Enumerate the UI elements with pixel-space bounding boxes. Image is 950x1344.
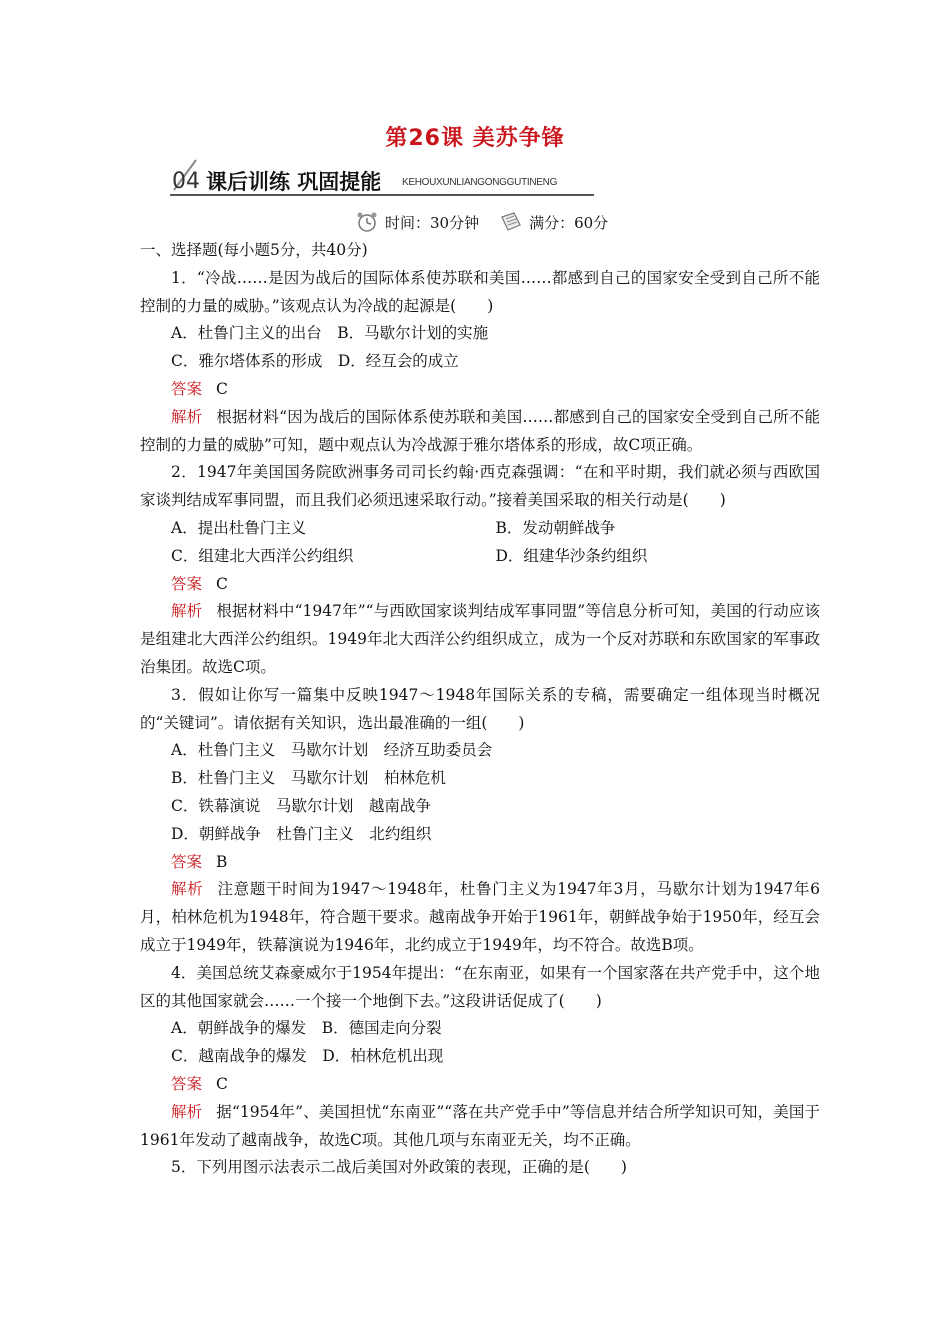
option-c: C．组建北大西洋公约组织 <box>171 546 354 565</box>
question-1-options-cd: C．雅尔塔体系的形成 D．经互会的成立 <box>171 352 459 371</box>
question-2-analysis <box>140 598 820 681</box>
analysis-text: 根据材料“因为战后的国际体系使苏联和美国……都感到自己的国家安全受到自己所不能控制的力量的威胁”可知，题中观点认为冷战源于雅尔塔体系的形成，故C项正确。 <box>140 407 820 454</box>
question-2-stem: 2．1947年美国国务院欧洲事务司司长约翰·西克森强调：“在和平时期，我们就必须与西欧国家谈判结成军事同盟，而且我们必须迅速采取行动。”接着美国采取的相关行动是( ) <box>140 463 820 510</box>
time-limit: 时间：30分钟 <box>385 213 480 232</box>
banner-underline <box>170 194 594 196</box>
paper-icon <box>499 211 523 233</box>
analysis-text: 根据材料中“1947年”“与西欧国家谈判结成军事同盟”等信息分析可知，美国的行动应该是组建北大西洋公约组织。1949年北大西洋公约组织成立，成为一个反对苏联和东欧国家的军事政治集团。故选C项。 <box>140 602 820 676</box>
section-heading: 一、选择题(每小题5分，共40分) <box>140 241 368 259</box>
lesson-title: 第26课 美苏争锋 <box>385 126 565 151</box>
answer-label: 答案 <box>171 379 203 398</box>
banner-heading: 课后训练 巩固提能 <box>206 170 382 194</box>
question-5-stem: 5．下列用图示法表示二战后美国对外政策的表现，正确的是( ) <box>171 1158 627 1177</box>
analysis-label: 解析 <box>171 1102 203 1121</box>
option-b: B．发动朝鲜战争 <box>495 518 616 537</box>
question-1-answer <box>140 376 820 404</box>
question-2-options-row1 <box>140 515 820 543</box>
question-3-option-c: C．铁幕演说 马歇尔计划 越南战争 <box>171 796 431 815</box>
analysis-text: 注意题干时间为1947～1948年，杜鲁门主义为1947年3月，马歇尔计划为1947年6月，柏林危机为1948年，符合题干要求。越南战争开始于1961年，朝鲜战争始于1950年，经互会成立于1949年，铁幕演说为1946年，北约成立于1949年，均不符合。故选B项。 <box>140 880 820 954</box>
question-4-stem: 4．美国总统艾森豪威尔于1954年提出：“在东南亚，如果有一个国家落在共产党手中，这个地区的其他国家就会……一个接一个地倒下去。”这段讲话促成了( ) <box>140 963 820 1010</box>
question-1-stem: 1．“冷战……是因为战后的国际体系使苏联和美国……都感到自己的国家安全受到自己所不能控制的力量的威胁。”该观点认为冷战的起源是( ) <box>140 268 820 315</box>
answer-label: 答案 <box>171 1074 203 1093</box>
question-2-answer <box>140 571 820 599</box>
question-1-analysis <box>140 404 820 460</box>
exam-meta <box>355 211 608 233</box>
option-a: A．提出杜鲁门主义 <box>171 518 307 537</box>
question-4-options-ab: A．朝鲜战争的爆发 B．德国走向分裂 <box>171 1019 442 1038</box>
clock-icon <box>355 211 379 233</box>
question-3-analysis <box>140 876 820 959</box>
answer-value: C <box>216 379 228 398</box>
analysis-label: 解析 <box>171 602 203 621</box>
question-4-analysis <box>140 1099 820 1155</box>
banner-number: 04 <box>172 169 200 194</box>
answer-value: C <box>216 1074 228 1093</box>
full-score: 满分：60分 <box>529 213 609 232</box>
question-3-stem: 3．假如让你写一篇集中反映1947～1948年国际关系的专稿，需要确定一组体现当时概况的“关键词”。请依据有关知识，选出最准确的一组( ) <box>140 685 820 732</box>
section-banner <box>170 154 590 198</box>
question-1-options-ab: A．杜鲁门主义的出台 B．马歇尔计划的实施 <box>171 324 489 343</box>
answer-label: 答案 <box>171 852 203 871</box>
question-3-option-b: B．杜鲁门主义 马歇尔计划 柏林危机 <box>171 769 446 788</box>
answer-value: B <box>216 852 228 871</box>
analysis-label: 解析 <box>171 880 204 899</box>
question-2-options-row2 <box>140 543 820 571</box>
analysis-label: 解析 <box>171 407 203 426</box>
analysis-text: 据“1954年”、美国担忧“东南亚”“落在共产党手中”等信息并结合所学知识可知，美国于1961年发动了越南战争，故选C项。其他几项与东南亚无关，均不正确。 <box>140 1102 820 1149</box>
answer-value: C <box>216 574 228 593</box>
question-3-option-a: A．杜鲁门主义 马歇尔计划 经济互助委员会 <box>171 741 493 760</box>
question-3-answer <box>140 849 820 877</box>
banner-pinyin: KEHOUXUNLIANGONGGUTINENG <box>402 177 558 188</box>
question-3-option-d: D．朝鲜战争 杜鲁门主义 北约组织 <box>171 824 432 843</box>
answer-label: 答案 <box>171 574 203 593</box>
question-4-answer <box>140 1071 820 1099</box>
option-d: D．组建华沙条约组织 <box>495 546 648 565</box>
question-4-options-cd: C．越南战争的爆发 D．柏林危机出现 <box>171 1047 444 1066</box>
question-body <box>140 237 820 1182</box>
